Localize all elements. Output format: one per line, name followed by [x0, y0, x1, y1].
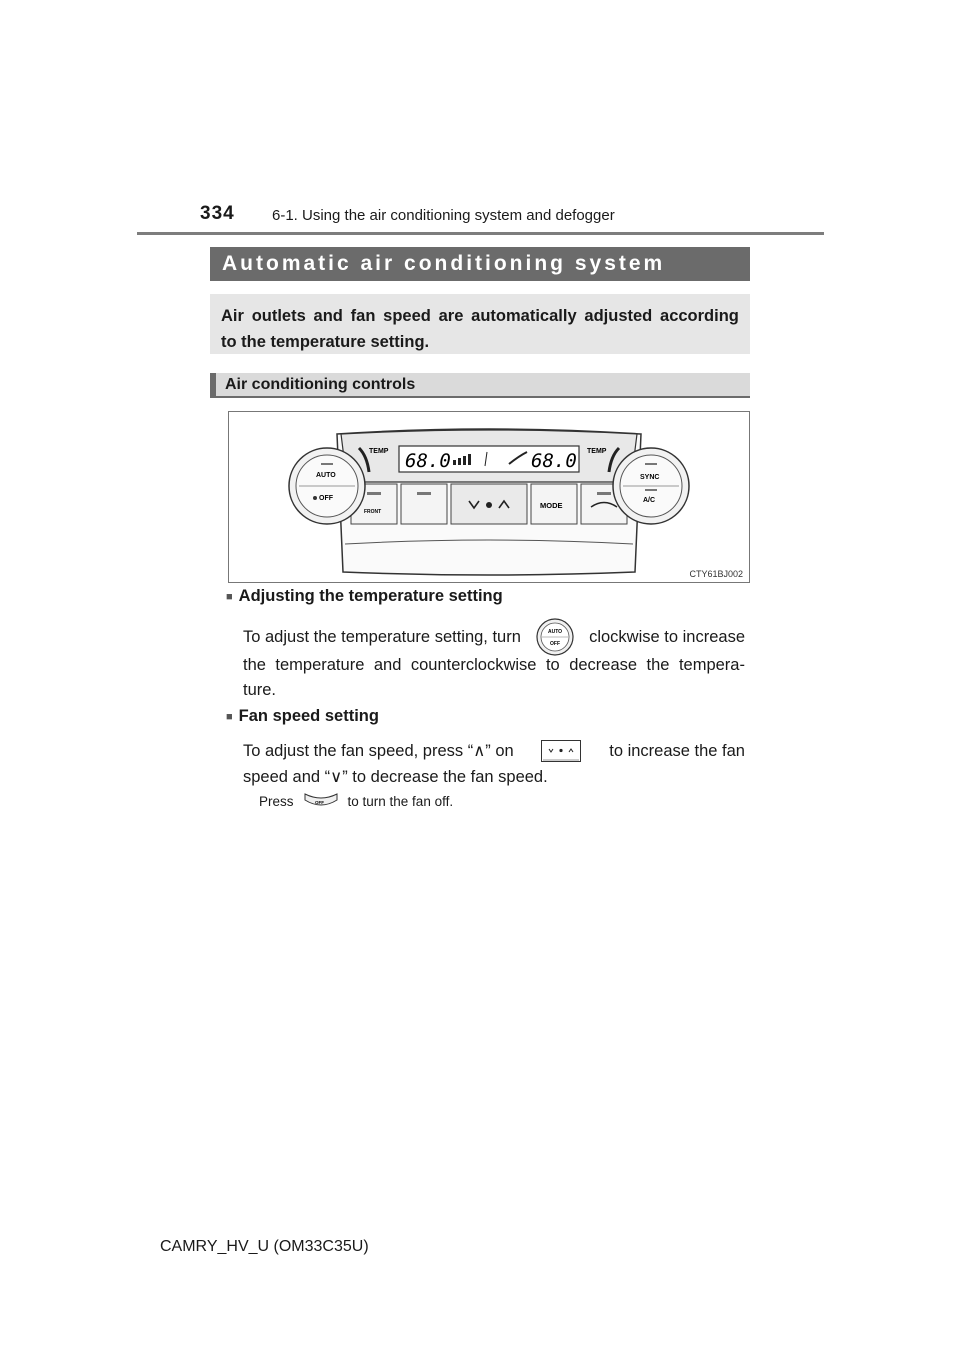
word: tempera- [678, 656, 745, 674]
text-run: clockwise to increase [589, 627, 745, 646]
word: the [243, 656, 266, 674]
temp-label-right: TEMP [587, 448, 607, 455]
bullet-icon: ■ [226, 590, 233, 603]
control-panel-illustration [229, 412, 749, 582]
mode-label: MODE [540, 501, 563, 510]
word: decrease [569, 656, 638, 674]
intro-line-2: to the temperature setting. [221, 333, 430, 351]
display-temp-right: 68.0 [531, 450, 577, 472]
intro-word: outlets [251, 307, 306, 325]
section-title: Automatic air conditioning system [210, 247, 750, 281]
intro-word: are [438, 307, 464, 325]
word: temperature [275, 656, 365, 674]
knob-left-bottom-label: OFF [319, 495, 333, 502]
knob-right-top-label: SYNC [640, 474, 660, 481]
word: to [545, 656, 560, 674]
intro-word: automatically [471, 307, 577, 325]
word: and [373, 656, 402, 674]
item-temperature [226, 587, 750, 606]
right-temp-knob[interactable] [613, 448, 689, 524]
temp-line-3: ture. [243, 681, 277, 699]
item-title: Fan speed setting [238, 707, 379, 725]
bullet-icon: ■ [226, 710, 233, 723]
display-temp-left: 68.0 [405, 450, 451, 472]
intro-box [210, 294, 750, 354]
svg-text:OFF: OFF [314, 800, 324, 805]
fan-speed-button-icon [541, 740, 581, 762]
intro-word: according [660, 307, 739, 325]
intro-word: Air [221, 307, 244, 325]
temp-label-left: TEMP [369, 448, 389, 455]
text-run: To adjust the fan speed, press “∧” on [243, 741, 514, 760]
figure-code: CTY61BJ002 [689, 569, 743, 579]
temp-knob-icon [536, 618, 574, 656]
text-run: To adjust the temperature setting, turn [243, 627, 521, 646]
temp-line-2 [243, 652, 745, 679]
item-title: Adjusting the temperature setting [238, 587, 503, 605]
intro-line-1 [221, 303, 739, 329]
item-fan-speed [226, 707, 750, 726]
header-rule [137, 232, 824, 235]
control-panel-figure [228, 411, 750, 583]
knob-left-top-label: AUTO [316, 472, 336, 479]
intro-word: speed [383, 307, 431, 325]
svg-text:OFF: OFF [550, 641, 560, 647]
word: the [646, 656, 670, 674]
front-label: FRONT [364, 509, 382, 515]
fan-icon [486, 502, 492, 508]
fan-line-2: speed and “∨” to decrease the fan speed. [243, 768, 548, 786]
text-run: to turn the fan off. [347, 793, 454, 809]
fan-off-note [259, 792, 453, 810]
temp-line-1 [243, 622, 745, 652]
knob-right-bottom-label: A/C [643, 497, 656, 504]
intro-word: adjusted [584, 307, 653, 325]
fan-off-button-icon [304, 792, 338, 810]
intro-word: fan [350, 307, 376, 325]
fan-glyph-icon [313, 496, 317, 500]
fan-line-1 [243, 736, 745, 766]
page-number: 334 [200, 203, 235, 224]
subsection-title: Air conditioning controls [210, 373, 750, 398]
running-head: 6-1. Using the air conditioning system and defogger [272, 207, 615, 224]
text-run: to increase the fan [609, 741, 745, 760]
rear-defog-button[interactable] [401, 484, 447, 524]
intro-word: and [313, 307, 343, 325]
button-row [351, 484, 627, 524]
left-temp-knob[interactable] [289, 448, 365, 524]
footer-model: CAMRY_HV_U (OM33C35U) [160, 1238, 369, 1255]
word: counterclockwise [410, 656, 537, 674]
text-run: Press [259, 793, 294, 809]
svg-text:AUTO: AUTO [548, 629, 563, 635]
